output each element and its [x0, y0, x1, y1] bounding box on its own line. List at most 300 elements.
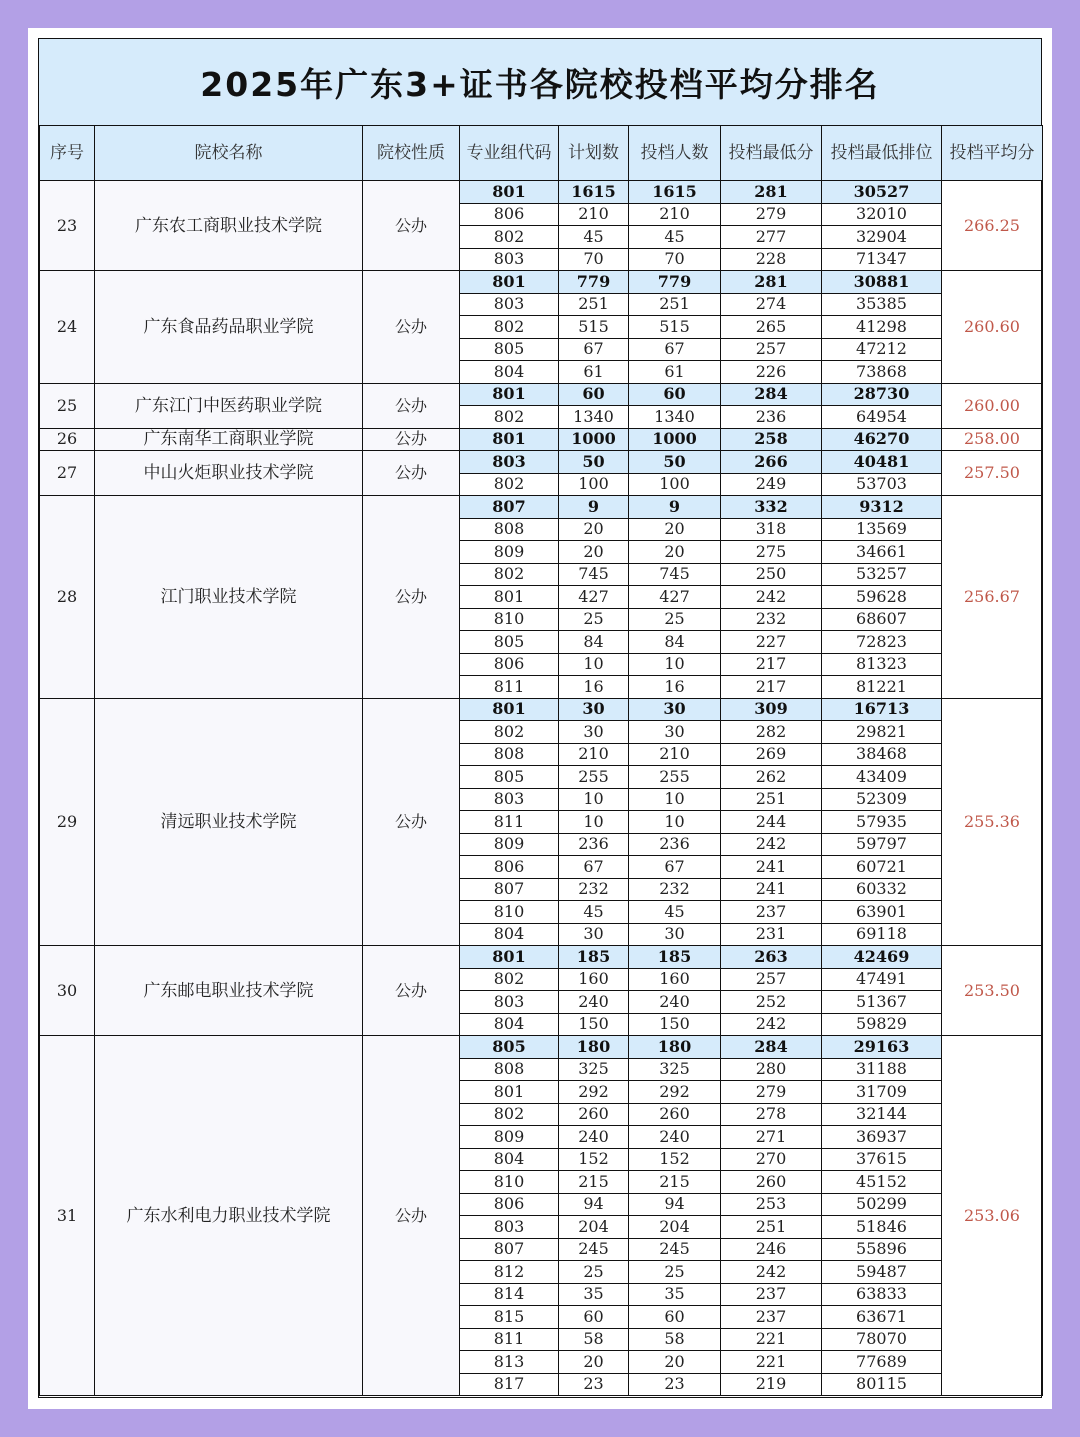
plan-count: 60 — [559, 383, 629, 406]
min-rank: 52309 — [822, 788, 942, 811]
plan-count: 210 — [559, 203, 629, 226]
min-score: 271 — [721, 1126, 822, 1149]
group-code: 802 — [460, 316, 559, 339]
table-row — [40, 1036, 1043, 1059]
school-type: 公办 — [363, 946, 460, 1036]
min-rank: 41298 — [822, 316, 942, 339]
plan-count: 23 — [559, 1373, 629, 1396]
plan-count: 1615 — [559, 181, 629, 204]
plan-count: 61 — [559, 361, 629, 384]
min-rank: 36937 — [822, 1126, 942, 1149]
admitted-count: 70 — [629, 248, 721, 271]
plan-count: 260 — [559, 1103, 629, 1126]
table-row — [40, 698, 1043, 721]
plan-count: 160 — [559, 968, 629, 991]
min-score: 253 — [721, 1193, 822, 1216]
min-score: 221 — [721, 1328, 822, 1351]
plan-count: 94 — [559, 1193, 629, 1216]
admitted-count: 84 — [629, 631, 721, 654]
header-min-rank: 投档最低排位 — [822, 126, 942, 181]
min-score: 275 — [721, 541, 822, 564]
plan-count: 745 — [559, 563, 629, 586]
group-code: 803 — [460, 991, 559, 1014]
min-score: 309 — [721, 698, 822, 721]
admitted-count: 30 — [629, 698, 721, 721]
plan-count: 20 — [559, 541, 629, 564]
min-score: 241 — [721, 856, 822, 879]
admitted-count: 1615 — [629, 181, 721, 204]
admitted-count: 260 — [629, 1103, 721, 1126]
min-score: 282 — [721, 721, 822, 744]
min-score: 228 — [721, 248, 822, 271]
group-code: 808 — [460, 1058, 559, 1081]
min-rank: 64954 — [822, 406, 942, 429]
group-code: 805 — [460, 1036, 559, 1059]
group-code: 811 — [460, 1328, 559, 1351]
plan-count: 60 — [559, 1306, 629, 1329]
min-score: 279 — [721, 203, 822, 226]
admitted-count: 251 — [629, 293, 721, 316]
plan-count: 67 — [559, 856, 629, 879]
min-rank: 47212 — [822, 338, 942, 361]
admitted-count: 1340 — [629, 406, 721, 429]
group-code: 804 — [460, 923, 559, 946]
admitted-count: 20 — [629, 541, 721, 564]
school-no: 26 — [40, 428, 95, 451]
school-type: 公办 — [363, 451, 460, 496]
admitted-count: 60 — [629, 383, 721, 406]
min-rank: 57935 — [822, 811, 942, 834]
min-score: 281 — [721, 271, 822, 294]
avg-score: 260.00 — [942, 383, 1043, 428]
min-score: 217 — [721, 653, 822, 676]
group-code: 808 — [460, 743, 559, 766]
school-type: 公办 — [363, 698, 460, 946]
min-rank: 59487 — [822, 1261, 942, 1284]
min-rank: 38468 — [822, 743, 942, 766]
min-rank: 32904 — [822, 226, 942, 249]
group-code: 802 — [460, 226, 559, 249]
admitted-count: 45 — [629, 901, 721, 924]
min-score: 274 — [721, 293, 822, 316]
plan-count: 45 — [559, 226, 629, 249]
min-rank: 53257 — [822, 563, 942, 586]
min-score: 217 — [721, 676, 822, 699]
school-no: 31 — [40, 1036, 95, 1396]
group-code: 809 — [460, 833, 559, 856]
min-score: 257 — [721, 968, 822, 991]
plan-count: 50 — [559, 451, 629, 474]
min-rank: 63671 — [822, 1306, 942, 1329]
admitted-count: 515 — [629, 316, 721, 339]
group-code: 801 — [460, 181, 559, 204]
header-avg-score: 投档平均分 — [942, 126, 1043, 181]
min-score: 244 — [721, 811, 822, 834]
min-rank: 53703 — [822, 473, 942, 496]
min-score: 226 — [721, 361, 822, 384]
school-name: 广东南华工商职业学院 — [95, 428, 363, 451]
group-code: 802 — [460, 1103, 559, 1126]
plan-count: 10 — [559, 788, 629, 811]
min-rank: 77689 — [822, 1351, 942, 1374]
group-code: 807 — [460, 1238, 559, 1261]
min-rank: 40481 — [822, 451, 942, 474]
min-score: 265 — [721, 316, 822, 339]
min-rank: 78070 — [822, 1328, 942, 1351]
school-name: 广东水利电力职业技术学院 — [95, 1036, 363, 1396]
min-rank: 43409 — [822, 766, 942, 789]
min-rank: 63901 — [822, 901, 942, 924]
admitted-count: 745 — [629, 563, 721, 586]
group-code: 814 — [460, 1283, 559, 1306]
admitted-count: 10 — [629, 653, 721, 676]
group-code: 810 — [460, 1171, 559, 1194]
min-rank: 73868 — [822, 361, 942, 384]
group-code: 805 — [460, 766, 559, 789]
admitted-count: 10 — [629, 811, 721, 834]
plan-count: 20 — [559, 518, 629, 541]
min-rank: 30527 — [822, 181, 942, 204]
admitted-count: 292 — [629, 1081, 721, 1104]
group-code: 801 — [460, 1081, 559, 1104]
admitted-count: 240 — [629, 1126, 721, 1149]
admitted-count: 94 — [629, 1193, 721, 1216]
header-min-score: 投档最低分 — [721, 126, 822, 181]
min-score: 279 — [721, 1081, 822, 1104]
plan-count: 67 — [559, 338, 629, 361]
min-score: 278 — [721, 1103, 822, 1126]
plan-count: 30 — [559, 698, 629, 721]
group-code: 810 — [460, 901, 559, 924]
plan-count: 16 — [559, 676, 629, 699]
group-code: 809 — [460, 1126, 559, 1149]
min-score: 269 — [721, 743, 822, 766]
plan-count: 185 — [559, 946, 629, 969]
min-rank: 46270 — [822, 428, 942, 451]
min-score: 242 — [721, 586, 822, 609]
table-header — [40, 126, 1043, 181]
min-rank: 29163 — [822, 1036, 942, 1059]
group-code: 802 — [460, 406, 559, 429]
admitted-count: 210 — [629, 203, 721, 226]
group-code: 806 — [460, 653, 559, 676]
group-code: 802 — [460, 721, 559, 744]
admitted-count: 100 — [629, 473, 721, 496]
header-group-code: 专业组代码 — [460, 126, 559, 181]
min-rank: 63833 — [822, 1283, 942, 1306]
plan-count: 515 — [559, 316, 629, 339]
admitted-count: 240 — [629, 991, 721, 1014]
plan-count: 84 — [559, 631, 629, 654]
min-score: 237 — [721, 901, 822, 924]
group-code: 811 — [460, 811, 559, 834]
min-rank: 59797 — [822, 833, 942, 856]
min-rank: 16713 — [822, 698, 942, 721]
group-code: 809 — [460, 541, 559, 564]
plan-count: 25 — [559, 1261, 629, 1284]
admitted-count: 150 — [629, 1013, 721, 1036]
plan-count: 100 — [559, 473, 629, 496]
plan-count: 152 — [559, 1148, 629, 1171]
admitted-count: 210 — [629, 743, 721, 766]
school-name: 清远职业技术学院 — [95, 698, 363, 946]
group-code: 807 — [460, 496, 559, 519]
school-no: 29 — [40, 698, 95, 946]
plan-count: 255 — [559, 766, 629, 789]
school-type: 公办 — [363, 428, 460, 451]
min-score: 242 — [721, 1261, 822, 1284]
plan-count: 236 — [559, 833, 629, 856]
school-name: 江门职业技术学院 — [95, 496, 363, 699]
header-school-type: 院校性质 — [363, 126, 460, 181]
plan-count: 180 — [559, 1036, 629, 1059]
min-score: 263 — [721, 946, 822, 969]
min-rank: 81323 — [822, 653, 942, 676]
min-score: 219 — [721, 1373, 822, 1396]
min-score: 281 — [721, 181, 822, 204]
admitted-count: 152 — [629, 1148, 721, 1171]
admitted-count: 20 — [629, 1351, 721, 1374]
school-type: 公办 — [363, 181, 460, 271]
min-rank: 31188 — [822, 1058, 942, 1081]
min-score: 236 — [721, 406, 822, 429]
min-rank: 69118 — [822, 923, 942, 946]
plan-count: 9 — [559, 496, 629, 519]
min-score: 251 — [721, 1216, 822, 1239]
school-name: 广东江门中医药职业学院 — [95, 383, 363, 428]
plan-count: 35 — [559, 1283, 629, 1306]
school-no: 30 — [40, 946, 95, 1036]
group-code: 813 — [460, 1351, 559, 1374]
table-row — [40, 496, 1043, 519]
group-code: 811 — [460, 676, 559, 699]
min-score: 262 — [721, 766, 822, 789]
admitted-count: 30 — [629, 721, 721, 744]
avg-score: 253.06 — [942, 1036, 1043, 1396]
plan-count: 779 — [559, 271, 629, 294]
group-code: 801 — [460, 271, 559, 294]
admitted-count: 10 — [629, 788, 721, 811]
min-score: 241 — [721, 878, 822, 901]
min-rank: 59628 — [822, 586, 942, 609]
header-admitted-count: 投档人数 — [629, 126, 721, 181]
min-rank: 50299 — [822, 1193, 942, 1216]
min-rank: 13569 — [822, 518, 942, 541]
admitted-count: 58 — [629, 1328, 721, 1351]
min-score: 284 — [721, 383, 822, 406]
plan-count: 1000 — [559, 428, 629, 451]
min-score: 280 — [721, 1058, 822, 1081]
group-code: 803 — [460, 1216, 559, 1239]
avg-score: 260.60 — [942, 271, 1043, 384]
min-score: 249 — [721, 473, 822, 496]
group-code: 804 — [460, 1148, 559, 1171]
school-no: 23 — [40, 181, 95, 271]
min-rank: 9312 — [822, 496, 942, 519]
admitted-count: 23 — [629, 1373, 721, 1396]
school-name: 中山火炬职业技术学院 — [95, 451, 363, 496]
min-rank: 31709 — [822, 1081, 942, 1104]
min-rank: 35385 — [822, 293, 942, 316]
min-rank: 30881 — [822, 271, 942, 294]
table-row — [40, 271, 1043, 294]
plan-count: 240 — [559, 1126, 629, 1149]
min-rank: 32144 — [822, 1103, 942, 1126]
plan-count: 325 — [559, 1058, 629, 1081]
page-title: 2025年广东3+证书各院校投档平均分排名 — [39, 39, 1041, 126]
min-rank: 72823 — [822, 631, 942, 654]
group-code: 806 — [460, 1193, 559, 1216]
min-score: 232 — [721, 608, 822, 631]
admitted-count: 180 — [629, 1036, 721, 1059]
table-row — [40, 428, 1043, 451]
admitted-count: 232 — [629, 878, 721, 901]
plan-count: 10 — [559, 811, 629, 834]
group-code: 810 — [460, 608, 559, 631]
min-score: 251 — [721, 788, 822, 811]
card — [28, 28, 1052, 1409]
min-score: 270 — [721, 1148, 822, 1171]
min-score: 231 — [721, 923, 822, 946]
admitted-count: 61 — [629, 361, 721, 384]
group-code: 806 — [460, 203, 559, 226]
min-rank: 34661 — [822, 541, 942, 564]
group-code: 801 — [460, 698, 559, 721]
min-rank: 29821 — [822, 721, 942, 744]
plan-count: 245 — [559, 1238, 629, 1261]
admitted-count: 9 — [629, 496, 721, 519]
school-name: 广东食品药品职业学院 — [95, 271, 363, 384]
min-score: 250 — [721, 563, 822, 586]
group-code: 803 — [460, 788, 559, 811]
avg-score: 266.25 — [942, 181, 1043, 271]
min-rank: 60721 — [822, 856, 942, 879]
min-score: 258 — [721, 428, 822, 451]
school-type: 公办 — [363, 496, 460, 699]
admitted-count: 60 — [629, 1306, 721, 1329]
group-code: 801 — [460, 383, 559, 406]
min-rank: 55896 — [822, 1238, 942, 1261]
admitted-count: 255 — [629, 766, 721, 789]
admitted-count: 16 — [629, 676, 721, 699]
min-rank: 42469 — [822, 946, 942, 969]
school-name: 广东农工商职业技术学院 — [95, 181, 363, 271]
school-no: 27 — [40, 451, 95, 496]
min-rank: 80115 — [822, 1373, 942, 1396]
admitted-count: 215 — [629, 1171, 721, 1194]
plan-count: 20 — [559, 1351, 629, 1374]
admitted-count: 245 — [629, 1238, 721, 1261]
group-code: 804 — [460, 361, 559, 384]
group-code: 807 — [460, 878, 559, 901]
plan-count: 210 — [559, 743, 629, 766]
min-rank: 59829 — [822, 1013, 942, 1036]
admitted-count: 204 — [629, 1216, 721, 1239]
school-no: 25 — [40, 383, 95, 428]
min-rank: 37615 — [822, 1148, 942, 1171]
header-plan-count: 计划数 — [559, 126, 629, 181]
school-type: 公办 — [363, 271, 460, 384]
min-score: 318 — [721, 518, 822, 541]
admitted-count: 160 — [629, 968, 721, 991]
min-rank: 60332 — [822, 878, 942, 901]
plan-count: 10 — [559, 653, 629, 676]
table-row — [40, 946, 1043, 969]
group-code: 805 — [460, 631, 559, 654]
min-score: 284 — [721, 1036, 822, 1059]
group-code: 815 — [460, 1306, 559, 1329]
school-no: 24 — [40, 271, 95, 384]
min-rank: 68607 — [822, 608, 942, 631]
group-code: 803 — [460, 451, 559, 474]
admitted-count: 50 — [629, 451, 721, 474]
school-name: 广东邮电职业技术学院 — [95, 946, 363, 1036]
table-row — [40, 383, 1043, 406]
admitted-count: 427 — [629, 586, 721, 609]
group-code: 802 — [460, 968, 559, 991]
avg-score: 258.00 — [942, 428, 1043, 451]
plan-count: 58 — [559, 1328, 629, 1351]
group-code: 801 — [460, 586, 559, 609]
admitted-count: 779 — [629, 271, 721, 294]
min-score: 246 — [721, 1238, 822, 1261]
school-type: 公办 — [363, 383, 460, 428]
avg-score: 253.50 — [942, 946, 1043, 1036]
group-code: 801 — [460, 428, 559, 451]
plan-count: 240 — [559, 991, 629, 1014]
min-score: 221 — [721, 1351, 822, 1374]
plan-count: 427 — [559, 586, 629, 609]
avg-score: 255.36 — [942, 698, 1043, 946]
admitted-count: 30 — [629, 923, 721, 946]
plan-count: 251 — [559, 293, 629, 316]
min-rank: 51367 — [822, 991, 942, 1014]
admitted-count: 20 — [629, 518, 721, 541]
avg-score: 257.50 — [942, 451, 1043, 496]
header-no: 序号 — [40, 126, 95, 181]
plan-count: 215 — [559, 1171, 629, 1194]
admitted-count: 236 — [629, 833, 721, 856]
min-rank: 32010 — [822, 203, 942, 226]
min-score: 252 — [721, 991, 822, 1014]
avg-score: 256.67 — [942, 496, 1043, 699]
group-code: 803 — [460, 248, 559, 271]
min-score: 260 — [721, 1171, 822, 1194]
ranking-table — [39, 125, 1043, 1396]
admitted-count: 185 — [629, 946, 721, 969]
admitted-count: 67 — [629, 856, 721, 879]
group-code: 803 — [460, 293, 559, 316]
header-school-name: 院校名称 — [95, 126, 363, 181]
plan-count: 232 — [559, 878, 629, 901]
min-score: 277 — [721, 226, 822, 249]
min-rank: 71347 — [822, 248, 942, 271]
group-code: 806 — [460, 856, 559, 879]
min-score: 332 — [721, 496, 822, 519]
min-rank: 47491 — [822, 968, 942, 991]
table-row — [40, 451, 1043, 474]
group-code: 805 — [460, 338, 559, 361]
admitted-count: 25 — [629, 608, 721, 631]
plan-count: 1340 — [559, 406, 629, 429]
plan-count: 204 — [559, 1216, 629, 1239]
plan-count: 30 — [559, 721, 629, 744]
group-code: 817 — [460, 1373, 559, 1396]
group-code: 804 — [460, 1013, 559, 1036]
min-score: 227 — [721, 631, 822, 654]
min-rank: 45152 — [822, 1171, 942, 1194]
admitted-count: 1000 — [629, 428, 721, 451]
